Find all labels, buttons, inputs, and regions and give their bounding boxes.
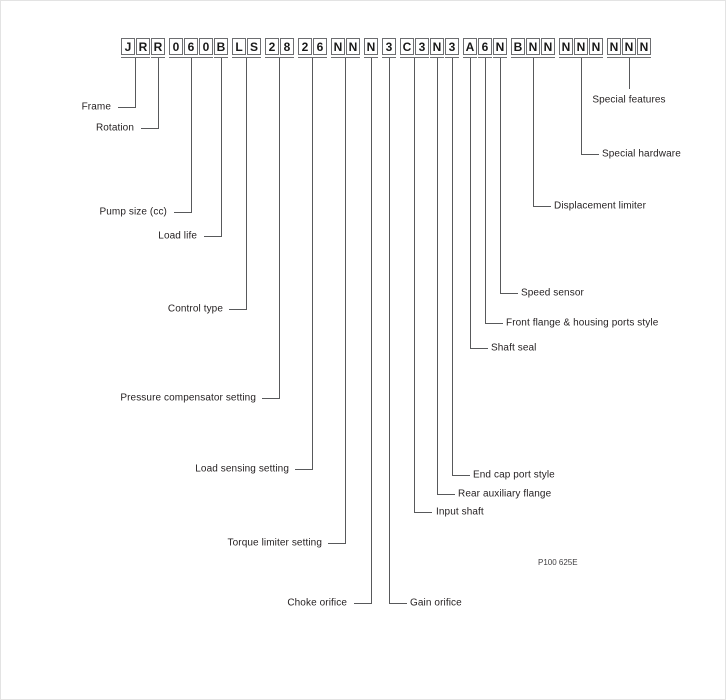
label-pressure-compensator-setting: Pressure compensator setting xyxy=(120,392,256,404)
code-box: N xyxy=(331,38,345,55)
leader-elbow xyxy=(229,309,246,310)
code-box: N xyxy=(493,38,507,55)
code-box: S xyxy=(247,38,261,55)
leader-line-gain-orifice xyxy=(389,58,390,604)
code-box: N xyxy=(346,38,360,55)
code-cluster-size-loadlife xyxy=(169,38,228,55)
code-cluster-choke-orifice xyxy=(364,38,378,55)
code-box: N xyxy=(637,38,651,55)
code-box: 3 xyxy=(382,38,396,55)
code-box: N xyxy=(574,38,588,55)
label-control-type: Control type xyxy=(167,303,223,315)
leader-elbow xyxy=(415,512,432,513)
label-speed-sensor: Speed sensor xyxy=(521,287,584,299)
leader-line-pump-size xyxy=(191,58,192,213)
label-end-cap-port-style: End cap port style xyxy=(473,469,555,481)
label-displacement-limiter: Displacement limiter xyxy=(554,200,647,212)
code-cluster-gain-orifice xyxy=(382,38,396,55)
leader-elbow xyxy=(534,206,551,207)
leader-line-end-cap xyxy=(452,58,453,476)
label-frame: Frame xyxy=(81,101,111,113)
leader-line-special-features xyxy=(629,58,630,89)
code-cluster-control-type xyxy=(232,38,261,55)
code-box: 0 xyxy=(169,38,183,55)
code-box: R xyxy=(136,38,150,55)
leader-elbow xyxy=(204,236,221,237)
code-box: 0 xyxy=(199,38,213,55)
label-torque-limiter-setting: Torque limiter setting xyxy=(227,537,322,549)
code-cluster-seal-flange-sensor xyxy=(463,38,507,55)
leader-elbow xyxy=(390,603,407,604)
leader-elbow xyxy=(118,107,135,108)
leader-elbow xyxy=(453,475,470,476)
code-cluster-load-sensing xyxy=(298,38,327,55)
leader-elbow xyxy=(328,543,345,544)
label-front-flange-housing-ports-style: Front flange & housing ports style xyxy=(506,317,659,329)
code-box: N xyxy=(526,38,540,55)
code-box: N xyxy=(589,38,603,55)
code-box: 3 xyxy=(445,38,459,55)
code-box: N xyxy=(364,38,378,55)
code-box: 3 xyxy=(415,38,429,55)
code-cluster-torque-limiter xyxy=(331,38,360,55)
code-box: 2 xyxy=(298,38,312,55)
document-reference: P100 625E xyxy=(538,558,578,567)
leader-line-displacement-limiter xyxy=(533,58,534,207)
label-gain-orifice: Gain orifice xyxy=(410,597,462,609)
leader-line-pressure-compensator xyxy=(279,58,280,399)
code-box: L xyxy=(232,38,246,55)
label-input-shaft: Input shaft xyxy=(436,506,484,518)
label-special-features: Special features xyxy=(592,94,666,106)
label-load-sensing-setting: Load sensing setting xyxy=(195,463,289,475)
code-box: N xyxy=(541,38,555,55)
leader-line-input-shaft xyxy=(414,58,415,513)
leader-elbow xyxy=(141,128,158,129)
code-box: C xyxy=(400,38,414,55)
leader-elbow xyxy=(471,348,488,349)
label-pump-size: Pump size (cc) xyxy=(99,206,167,218)
code-box: N xyxy=(430,38,444,55)
code-box: N xyxy=(622,38,636,55)
code-box: N xyxy=(607,38,621,55)
leader-elbow xyxy=(354,603,371,604)
code-box: B xyxy=(214,38,228,55)
label-shaft-seal: Shaft seal xyxy=(491,342,537,354)
code-box: 6 xyxy=(313,38,327,55)
code-box: A xyxy=(463,38,477,55)
label-rear-auxiliary-flange: Rear auxiliary flange xyxy=(458,488,552,500)
code-box: N xyxy=(559,38,573,55)
leader-elbow xyxy=(262,398,279,399)
leader-elbow xyxy=(295,469,312,470)
code-cluster-frame-rotation xyxy=(121,38,165,55)
code-cluster-shaft-endcap xyxy=(400,38,459,55)
leader-elbow xyxy=(582,154,599,155)
leader-line-torque-limiter xyxy=(345,58,346,544)
code-cluster-special-features xyxy=(607,38,651,55)
code-box: 6 xyxy=(478,38,492,55)
leader-line-shaft-seal xyxy=(470,58,471,349)
leader-elbow xyxy=(438,494,455,495)
code-box: 6 xyxy=(184,38,198,55)
leader-line-frame xyxy=(135,58,136,108)
label-choke-orifice: Choke orifice xyxy=(287,597,347,609)
leader-line-control-type xyxy=(246,58,247,310)
label-rotation: Rotation xyxy=(95,122,134,134)
leader-line-rear-aux-flange xyxy=(437,58,438,495)
leader-line-choke-orifice xyxy=(371,58,372,604)
leader-line-load-sensing xyxy=(312,58,313,470)
code-box: J xyxy=(121,38,135,55)
label-load-life: Load life xyxy=(158,230,197,242)
code-box: B xyxy=(511,38,525,55)
code-cluster-displacement-limiter xyxy=(511,38,555,55)
code-cluster-special-hardware xyxy=(559,38,603,55)
leader-line-front-flange xyxy=(485,58,486,324)
leader-elbow xyxy=(174,212,191,213)
leader-line-speed-sensor xyxy=(500,58,501,294)
leader-elbow xyxy=(501,293,518,294)
code-box: R xyxy=(151,38,165,55)
leader-line-special-hardware xyxy=(581,58,582,155)
leader-line-load-life xyxy=(221,58,222,237)
leader-elbow xyxy=(486,323,503,324)
code-box: 8 xyxy=(280,38,294,55)
code-box: 2 xyxy=(265,38,279,55)
leader-line-rotation xyxy=(158,58,159,129)
label-special-hardware: Special hardware xyxy=(602,148,681,160)
code-cluster-pressure-comp xyxy=(265,38,294,55)
